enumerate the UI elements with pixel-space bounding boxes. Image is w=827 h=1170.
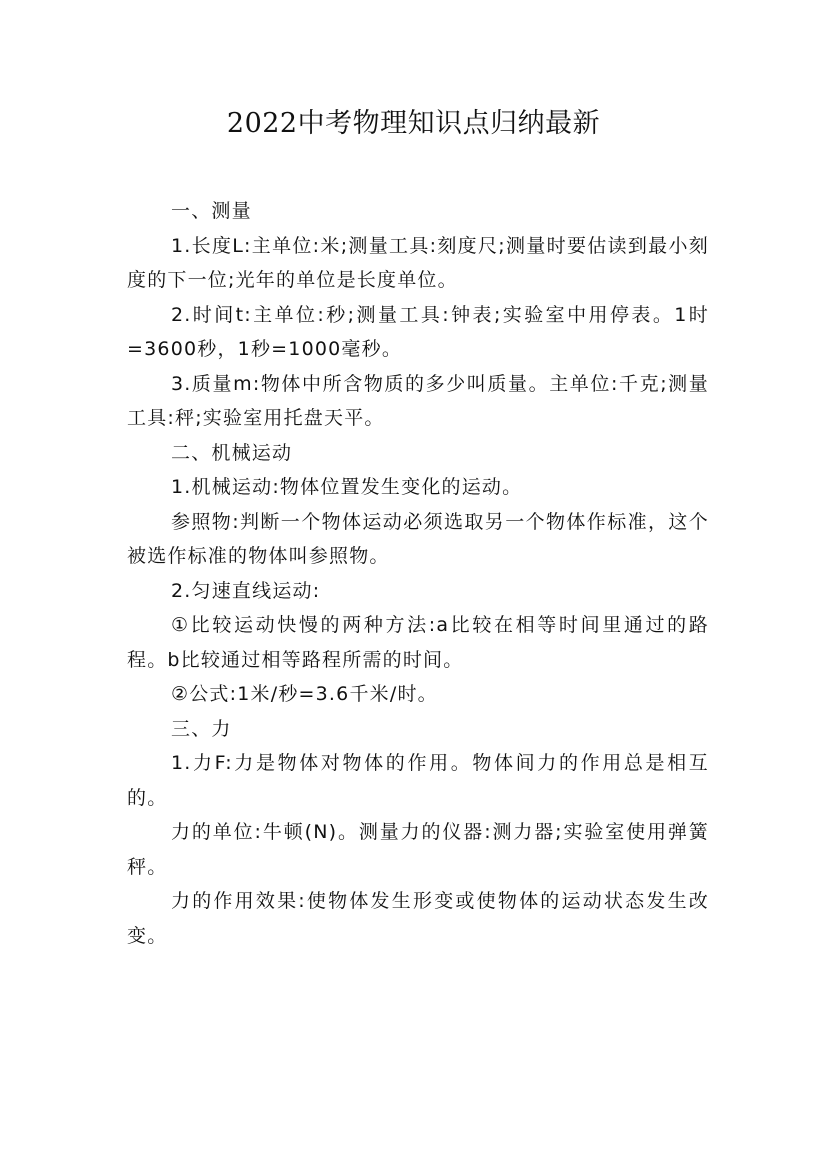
document-title: 2022中考物理知识点归纳最新 xyxy=(226,108,601,139)
paragraph-force-definition: 1.力F:力是物体对物体的作用。物体间力的作用总是相互的。 xyxy=(127,752,709,809)
paragraph-force-effect: 力的作用效果:使物体发生形变或使物体的运动状态发生改变。 xyxy=(127,890,709,947)
paragraph-time: 2.时间t:主单位:秒;测量工具:钟表;实验室中用停表。1时=3600秒，1秒=1000毫秒。 xyxy=(127,303,709,360)
paragraph-length: 1.长度L:主单位:米;测量工具:刻度尺;测量时要估读到最小刻度的下一位;光年的单位是长度单位。 xyxy=(127,234,709,291)
paragraph-speed-methods: ①比较运动快慢的两种方法:a比较在相等时间里通过的路程。b比较通过相等路程所需的时间。 xyxy=(127,614,709,671)
document-body xyxy=(127,194,709,953)
paragraph-mechanical-motion: 1.机械运动:物体位置发生变化的运动。 xyxy=(171,476,523,498)
paragraph-force-unit: 力的单位:牛顿(N)。测量力的仪器:测力器;实验室使用弹簧秤。 xyxy=(127,821,709,878)
section-heading-force: 三、力 xyxy=(171,717,232,740)
paragraph-reference-object: 参照物:判断一个物体运动必须选取另一个物体作标准，这个被选作标准的物体叫参照物。 xyxy=(127,510,709,567)
section-heading-mechanical-motion: 二、机械运动 xyxy=(171,441,293,464)
paragraph-uniform-linear-motion: 2.匀速直线运动: xyxy=(171,579,321,602)
paragraph-mass: 3.质量m:物体中所含物质的多少叫质量。主单位:千克;测量工具:秤;实验室用托盘天平。 xyxy=(127,372,709,429)
paragraph-speed-formula: ②公式:1米/秒=3.6千米/时。 xyxy=(171,683,438,705)
section-heading-measurement: 一、测量 xyxy=(171,200,252,222)
